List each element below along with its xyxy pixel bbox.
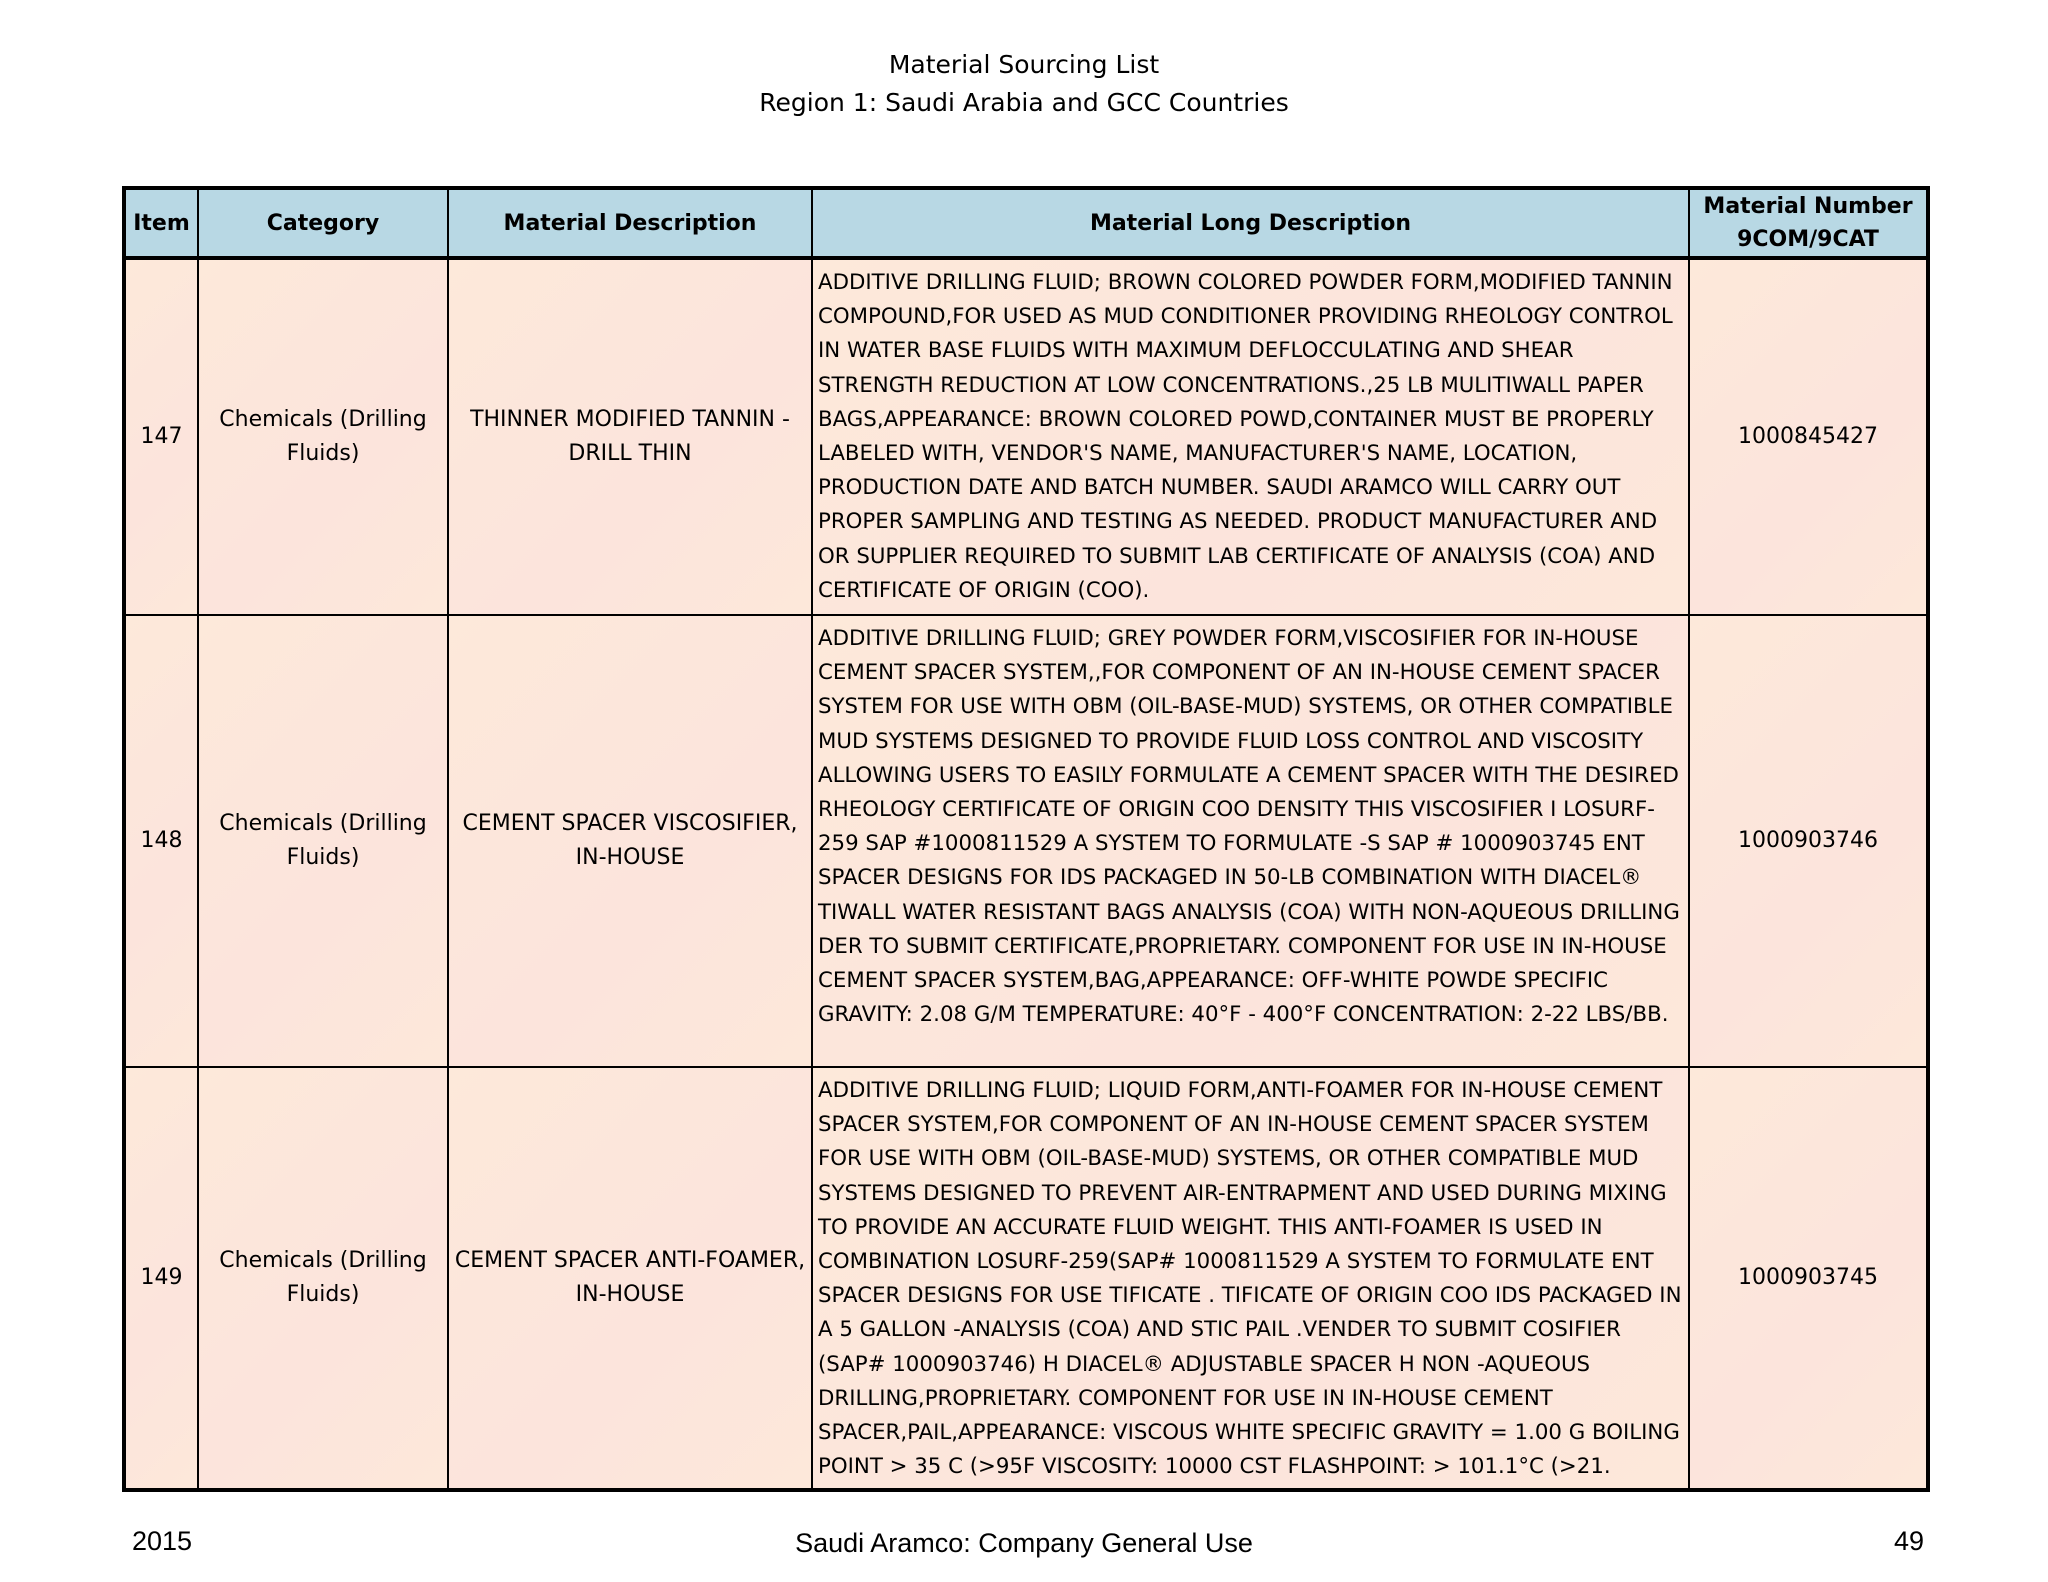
table-header-row [124,188,1928,258]
cell-material-long-description: ADDITIVE DRILLING FLUID; BROWN COLORED POWDER FORM,MODIFIED TANNIN COMPOUND,FOR USED AS MUD CONDITIONER PROVIDING RHEOLOGY CONTROL IN WATER BASE FLUIDS WITH MAXIMUM DEFLOCCULATING AND SHEAR STRENGTH REDUCTION AT LOW CONCENTRATIONS.,25 LB MULITIWALL PAPER BAGS,APPEARANCE: BROWN COLORED POWD,CONTAINER MUST BE PROPERLY LABELED WITH, VENDOR'S NAME, MANUFACTURER'S NAME, LOCATION, PRODUCTION DATE AND BATCH NUMBER. SAUDI ARAMCO WILL CARRY OUT PROPER SAMPLING AND TESTING AS NEEDED. PRODUCT MANUFACTURER AND OR SUPPLIER REQUIRED TO SUBMIT LAB CERTIFICATE OF ANALYSIS (COA) AND CERTIFICATE OF ORIGIN (COO). [812,258,1689,615]
column-header-category: Category [198,188,448,258]
document-header [0,46,2048,122]
page-number: 49 [1893,1526,1924,1556]
column-header-material-long-description: Material Long Description [812,188,1689,258]
column-header-material-description: Material Description [448,188,812,258]
cell-category: Chemicals (Drilling Fluids) [198,615,448,1067]
table-row [124,1067,1928,1490]
cell-category: Chemicals (Drilling Fluids) [198,1067,448,1490]
cell-material-number: 1000903745 [1689,1067,1928,1490]
column-header-item: Item [124,188,198,258]
cell-item: 147 [124,258,198,615]
cell-item: 149 [124,1067,198,1490]
footer-year: 2015 [132,1526,193,1556]
footer-classification: Saudi Aramco: Company General Use [795,1528,1253,1558]
column-header-material-number: Material Number 9COM/9CAT [1689,188,1928,258]
cell-category: Chemicals (Drilling Fluids) [198,258,448,615]
cell-material-long-description: ADDITIVE DRILLING FLUID; GREY POWDER FORM,VISCOSIFIER FOR IN-HOUSE CEMENT SPACER SYSTEM,,FOR COMPONENT OF AN IN-HOUSE CEMENT SPACER SYSTEM FOR USE WITH OBM (OIL-BASE-MUD) SYSTEMS, OR OTHER COMPATIBLE MUD SYSTEMS DESIGNED TO PROVIDE FLUID LOSS CONTROL AND VISCOSITY ALLOWING USERS TO EASILY FORMULATE A CEMENT SPACER WITH THE DESIRED RHEOLOGY CERTIFICATE OF ORIGIN COO DENSITY THIS VISCOSIFIER I LOSURF-259 SAP #1000811529 A SYSTEM TO FORMULATE -S SAP # 1000903745 ENT SPACER DESIGNS FOR IDS PACKAGED IN 50-LB COMBINATION WITH DIACEL® TIWALL WATER RESISTANT BAGS ANALYSIS (COA) WITH NON-AQUEOUS DRILLING DER TO SUBMIT CERTIFICATE,PROPRIETARY. COMPONENT FOR USE IN IN-HOUSE CEMENT SPACER SYSTEM,BAG,APPEARANCE: OFF-WHITE POWDE SPECIFIC GRAVITY: 2.08 G/M TEMPERATURE: 40°F - 400°F CONCENTRATION: 2-22 LBS/BB. [812,615,1689,1067]
cell-material-description: THINNER MODIFIED TANNIN - DRILL THIN [448,258,812,615]
document-title: Material Sourcing List [888,50,1160,79]
cell-material-description: CEMENT SPACER ANTI-FOAMER, IN-HOUSE [448,1067,812,1490]
cell-material-number: 1000903746 [1689,615,1928,1067]
cell-item: 148 [124,615,198,1067]
cell-material-long-description: ADDITIVE DRILLING FLUID; LIQUID FORM,ANTI-FOAMER FOR IN-HOUSE CEMENT SPACER SYSTEM,FOR COMPONENT OF AN IN-HOUSE CEMENT SPACER SYSTEM FOR USE WITH OBM (OIL-BASE-MUD) SYSTEMS, OR OTHER COMPATIBLE MUD SYSTEMS DESIGNED TO PREVENT AIR-ENTRAPMENT AND USED DURING MIXING TO PROVIDE AN ACCURATE FLUID WEIGHT. THIS ANTI-FOAMER IS USED IN COMBINATION LOSURF-259(SAP# 1000811529 A SYSTEM TO FORMULATE ENT SPACER DESIGNS FOR USE TIFICATE . TIFICATE OF ORIGIN COO IDS PACKAGED IN A 5 GALLON -ANALYSIS (COA) AND STIC PAIL .VENDER TO SUBMIT COSIFIER (SAP# 1000903746) H DIACEL® ADJUSTABLE SPACER H NON -AQUEOUS DRILLING,PROPRIETARY. COMPONENT FOR USE IN IN-HOUSE CEMENT SPACER,PAIL,APPEARANCE: VISCOUS WHITE SPECIFIC GRAVITY = 1.00 G BOILING POINT > 35 C (>95F VISCOSITY: 10000 CST FLASHPOINT: > 101.1°C (>21. [812,1067,1689,1490]
document-subtitle: Region 1: Saudi Arabia and GCC Countries [759,88,1289,117]
cell-material-description: CEMENT SPACER VISCOSIFIER, IN-HOUSE [448,615,812,1067]
table-row [124,615,1928,1067]
cell-material-number: 1000845427 [1689,258,1928,615]
material-sourcing-table [122,186,1930,1492]
table-row [124,258,1928,615]
